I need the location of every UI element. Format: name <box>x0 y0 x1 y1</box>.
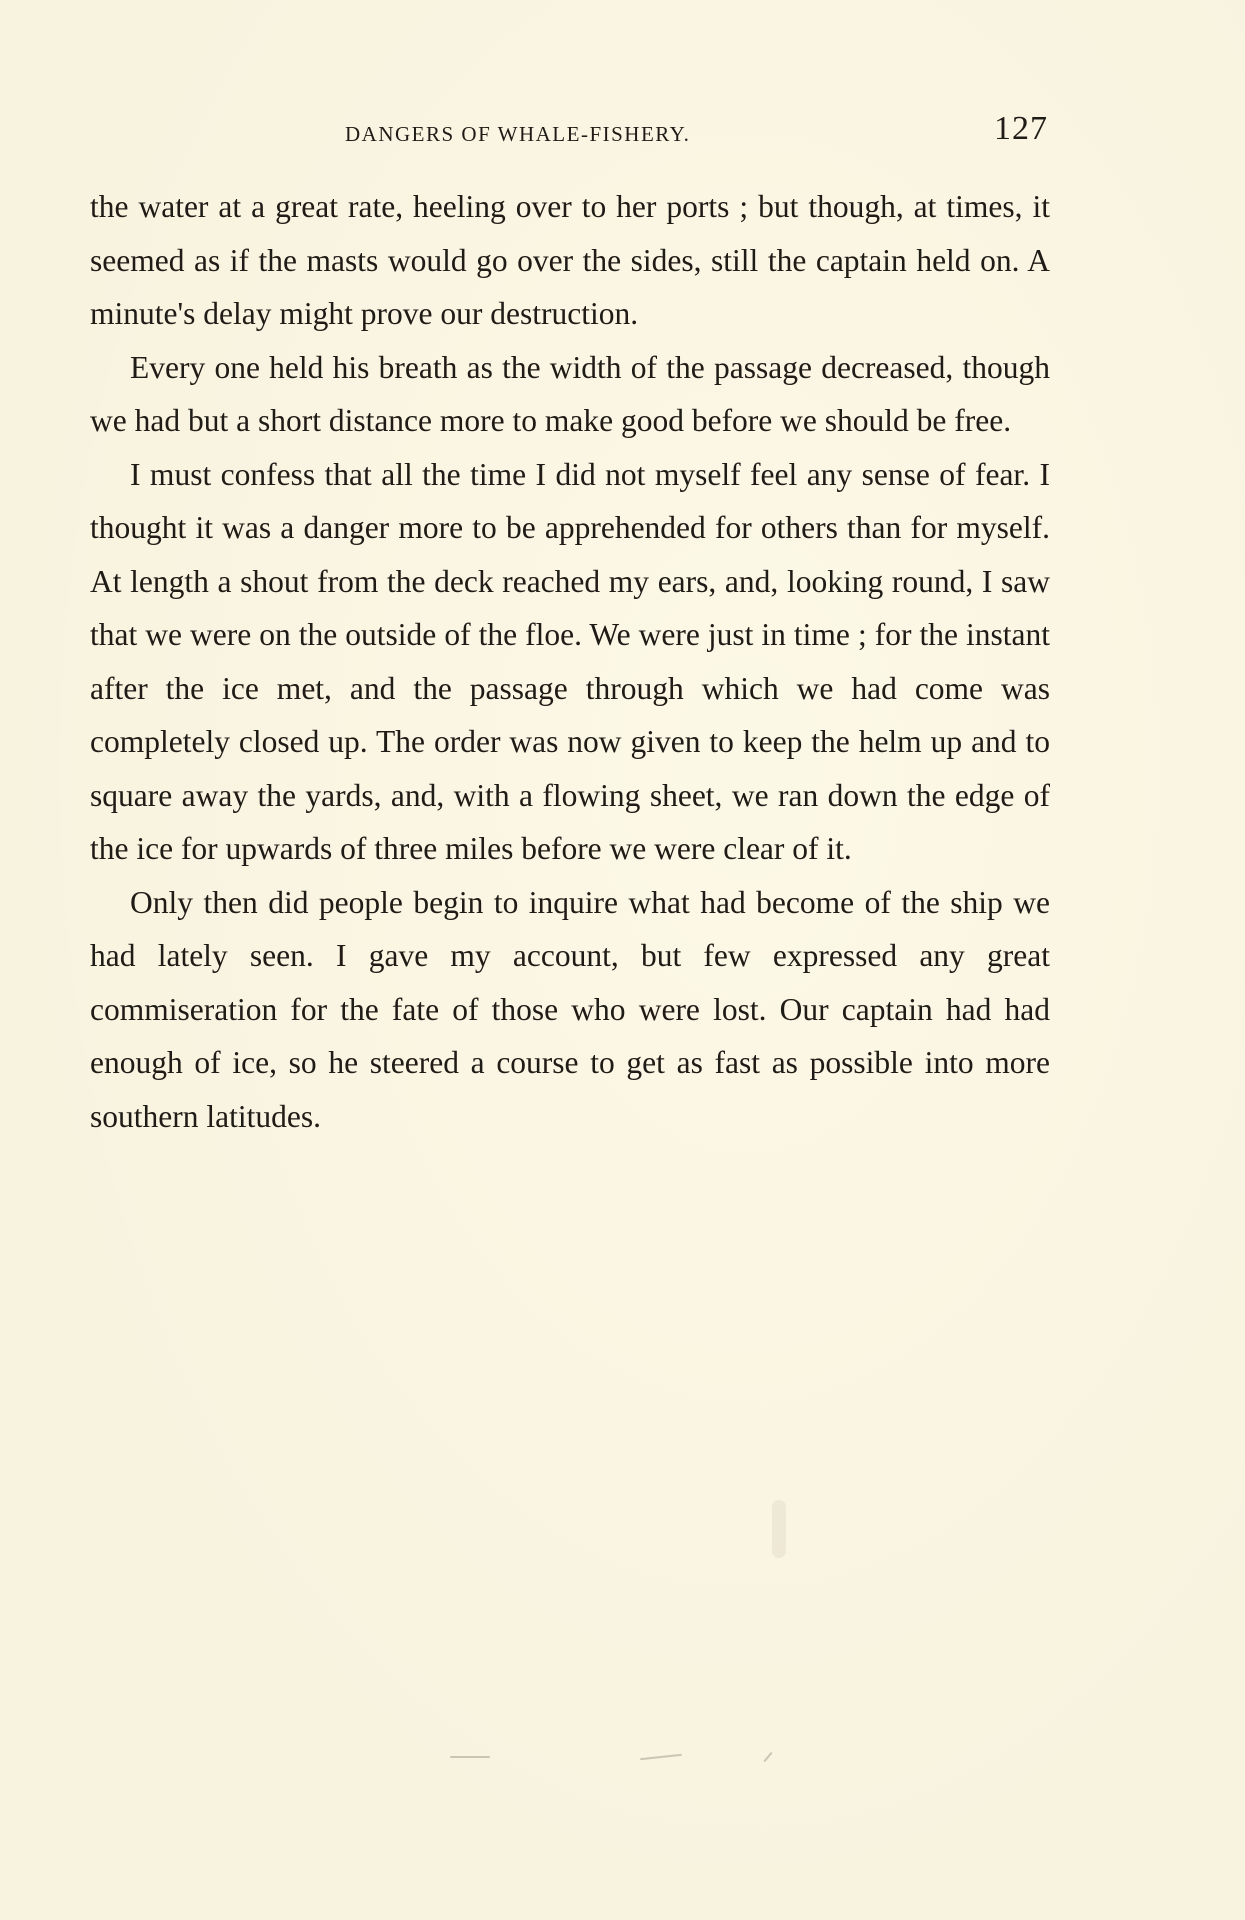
paper-smudge <box>772 1500 786 1558</box>
page-number: 127 <box>994 110 1048 147</box>
paragraph-2: Every one held his breath as the width of the passage decreased, though we had but a short distance more to make good before we should be free. <box>90 349 1050 438</box>
paragraph-3: I must confess that all the time I did not myself feel any sense of fear. I thought it was a danger more to be apprehended for others than for myself. At length a shout from the deck reached my ears, and, looking round, I saw that we were on the outside of the floe. We were just in time ; for the instant after the ice met, and the passage through which we had come was completely closed up. The order was now given to keep the helm up and to square away the yards, and, with a flowing sheet, we ran down the edge of the ice for upwards of three miles before we were clear of it. <box>90 456 1050 866</box>
page-header <box>90 110 1050 160</box>
body-text <box>90 180 1050 1143</box>
paper-scuff-mark <box>640 1754 682 1760</box>
running-head: DANGERS OF WHALE-FISHERY. <box>345 122 691 146</box>
paragraph-4: Only then did people begin to inquire what had become of the ship we had lately seen. I gave my account, but few expressed any great commiseration for the fate of those who were lost. Our captain had had enough of ice, so he steered a course to get as fast as possible into more southern latitudes. <box>90 884 1050 1134</box>
paragraph-1: the water at a great rate, heeling over to her ports ; but though, at times, it seemed as if the masts would go over the sides, still the captain held on. A minute's delay might prove our destruction. <box>90 189 1050 331</box>
paper-scuff-mark <box>763 1752 772 1762</box>
paper-scuff-mark <box>450 1756 490 1758</box>
